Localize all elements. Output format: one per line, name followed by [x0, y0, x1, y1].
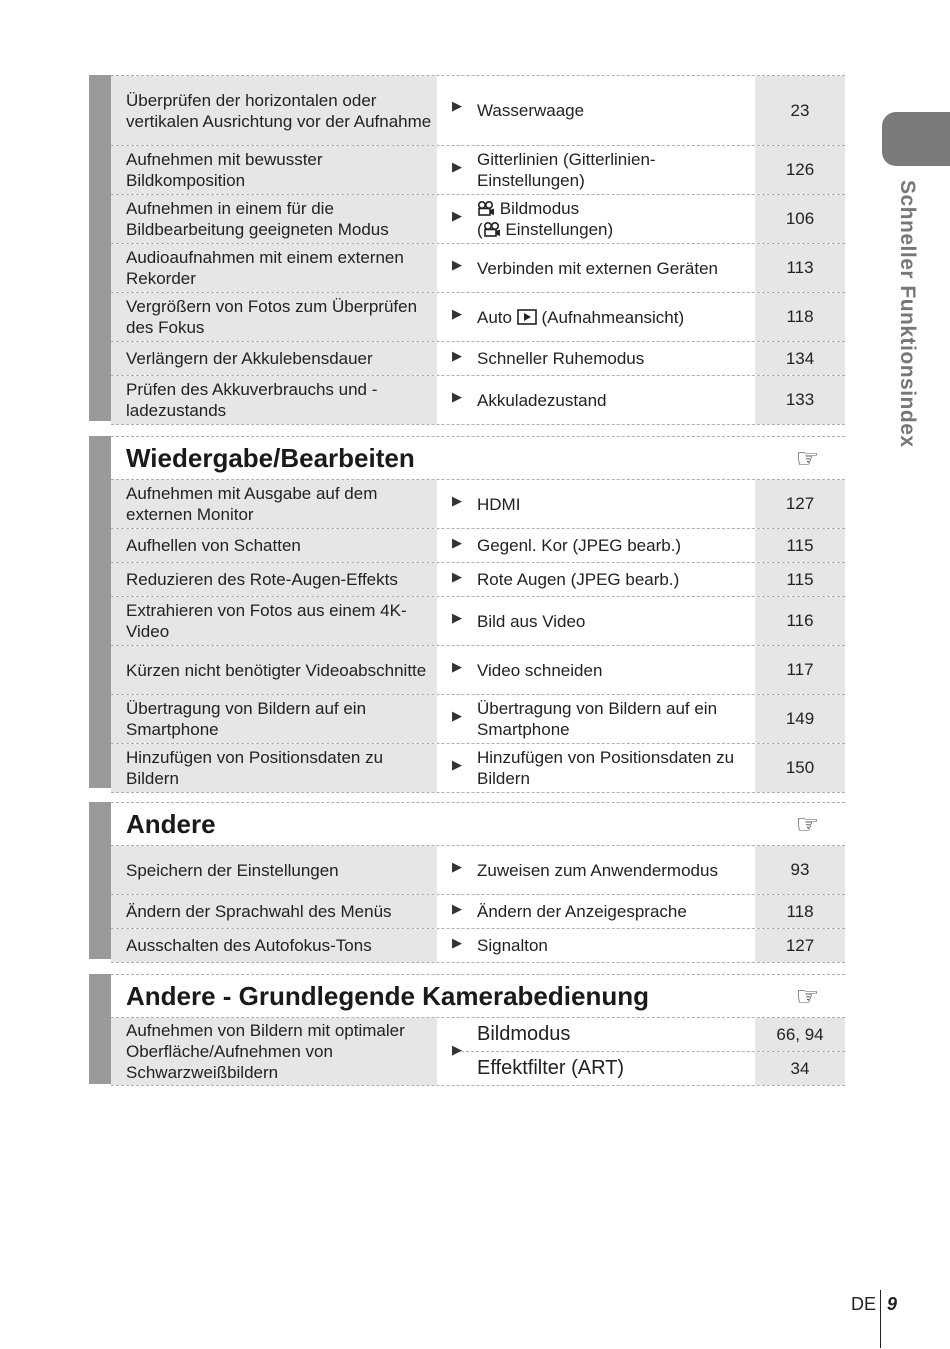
function-cell: Bild aus Video — [477, 611, 586, 631]
arrow-icon: ▶ — [452, 257, 462, 272]
table-row — [111, 341, 845, 375]
function-cell: Hinzufügen von Positionsdaten zu Bildern — [477, 748, 735, 788]
section-title: Andere - Grundlegende Kamerabedienung — [126, 980, 649, 1011]
table-row — [111, 243, 845, 292]
table-row — [111, 743, 845, 793]
arrow-icon: ▶ — [452, 159, 462, 174]
function-cell: Gitterlinien (Gitterlinien-Einstellungen) — [477, 150, 656, 190]
section-bar — [89, 802, 111, 959]
page-cell: 23 — [755, 76, 845, 145]
function-cell: Akkuladezustand — [477, 390, 607, 410]
function-cell: Wasserwaage — [477, 101, 585, 120]
arrow-icon: ▶ — [452, 348, 462, 363]
section-playback-editing — [89, 436, 845, 788]
playback-icon — [517, 309, 537, 325]
movie-icon — [477, 201, 495, 216]
arrow-icon: ▶ — [452, 708, 462, 723]
table-row — [111, 145, 845, 194]
task-cell: Audioaufnahmen mit einem externen Rekorder — [111, 244, 437, 292]
arrow-icon: ▶ — [452, 569, 462, 584]
table-row — [111, 194, 845, 243]
function-cell: Signalton — [477, 936, 548, 955]
task-cell: Ändern der Sprachwahl des Menüs — [111, 895, 437, 928]
arrow-icon: ▶ — [452, 901, 462, 916]
task-cell: Prüfen des Akkuverbrauchs und -ladezustands — [111, 376, 437, 424]
task-cell: Hinzufügen von Positionsdaten zu Bildern — [111, 744, 437, 792]
function-cell: Bildmodus — [477, 1023, 571, 1045]
function-group — [461, 1018, 845, 1085]
page-cell: 133 — [755, 376, 845, 424]
function-text: ( — [477, 220, 483, 239]
function-text: Bildmodus — [499, 199, 580, 218]
table-row — [111, 928, 845, 963]
task-cell: Vergrößern von Fotos zum Überprüfen des Fokus — [111, 293, 437, 341]
table-row — [111, 694, 845, 743]
function-cell: Zuweisen zum Anwendermodus — [477, 860, 718, 880]
page-cell: 117 — [755, 646, 845, 694]
task-cell: Aufnehmen in einem für die Bildbearbeitung geeigneten Modus — [111, 195, 437, 243]
page-cell: 118 — [755, 895, 845, 928]
arrow-icon: ▶ — [452, 757, 462, 772]
section-other — [89, 802, 845, 959]
task-cell: Aufnehmen mit Ausgabe auf dem externen Monitor — [111, 480, 437, 528]
task-cell: Aufhellen von Schatten — [111, 529, 437, 562]
page-ref-icon: ☞ — [795, 980, 819, 1011]
page-cell: 134 — [755, 342, 845, 375]
function-cell — [461, 307, 739, 328]
function-cell: Gegenl. Kor (JPEG bearb.) — [477, 536, 682, 555]
page-cell: 126 — [755, 146, 845, 194]
table-row — [111, 562, 845, 596]
task-cell: Übertragung von Bildern auf ein Smartphone — [111, 695, 437, 743]
page-ref-icon: ☞ — [795, 808, 819, 839]
function-cell — [461, 198, 739, 240]
section-bar — [89, 974, 111, 1084]
arrow-icon: ▶ — [452, 659, 462, 674]
page-cell: 93 — [755, 846, 845, 894]
page-number: 9 — [887, 1294, 898, 1314]
section-basic-camera — [89, 974, 845, 1084]
arrow-icon: ▶ — [452, 935, 462, 950]
page-cell: 115 — [755, 529, 845, 562]
arrow-icon: ▶ — [452, 610, 462, 625]
table-row — [111, 75, 845, 145]
task-cell: Extrahieren von Fotos aus einem 4K-Video — [111, 597, 437, 645]
table-row — [111, 645, 845, 694]
task-cell: Speichern der Einstellungen — [111, 846, 437, 894]
task-cell: Reduzieren des Rote-Augen-Effekts — [111, 563, 437, 596]
page-cell: 116 — [755, 597, 845, 645]
table-row — [111, 894, 845, 928]
chapter-label: Schneller Funktionsindex — [896, 180, 919, 448]
arrow-icon: ▶ — [452, 98, 462, 113]
function-cell: Schneller Ruhemodus — [477, 349, 645, 368]
section-bar — [89, 436, 111, 788]
task-cell: Ausschalten des Autofokus-Tons — [111, 929, 437, 962]
table-row — [111, 596, 845, 645]
page-cell: 118 — [755, 293, 845, 341]
page-cell: 66, 94 — [755, 1018, 845, 1051]
table-row — [111, 479, 845, 528]
arrow-icon: ▶ — [452, 535, 462, 550]
arrow-icon: ▶ — [452, 493, 462, 508]
table-row — [111, 845, 845, 894]
page-cell: 149 — [755, 695, 845, 743]
section-header — [111, 802, 845, 845]
page-cell: 113 — [755, 244, 845, 292]
task-cell: Verlängern der Akkulebensdauer — [111, 342, 437, 375]
page-cell: 127 — [755, 929, 845, 962]
table-row — [111, 1017, 845, 1086]
arrow-icon: ▶ — [452, 306, 462, 321]
function-cell: Effektfilter (ART) — [477, 1057, 625, 1079]
function-cell: Video schneiden — [477, 660, 603, 680]
section-header — [111, 436, 845, 479]
page-cell: 106 — [755, 195, 845, 243]
function-text: Einstellungen) — [505, 220, 614, 239]
page-cell: 115 — [755, 563, 845, 596]
footer-divider — [880, 1290, 881, 1348]
function-cell: Ändern der Anzeigesprache — [477, 902, 687, 921]
page-cell: 127 — [755, 480, 845, 528]
task-cell: Kürzen nicht benötigter Videoabschnitte — [111, 646, 437, 694]
page-cell: 150 — [755, 744, 845, 792]
function-cell: HDMI — [477, 494, 521, 514]
function-cell: Verbinden mit externen Geräten — [477, 258, 718, 278]
arrow-icon: ▶ — [452, 859, 462, 874]
task-cell: Überprüfen der horizontalen oder vertikalen Ausrichtung vor der Aufnahme — [111, 76, 437, 145]
language-code: DE — [851, 1294, 877, 1314]
arrow-icon: ▶ — [452, 389, 462, 404]
function-cell: Rote Augen (JPEG bearb.) — [477, 570, 680, 589]
function-subrow — [461, 1018, 845, 1052]
section-title: Wiedergabe/Bearbeiten — [126, 442, 415, 473]
page-cell: 34 — [755, 1052, 845, 1085]
section-title: Andere — [126, 808, 216, 839]
movie-icon — [483, 222, 501, 237]
function-cell: Übertragung von Bildern auf ein Smartphone — [477, 699, 718, 739]
function-text: (Aufnahmeansicht) — [541, 307, 685, 327]
task-cell: Aufnehmen von Bildern mit optimaler Oberfläche/Aufnehmen von Schwarzweißbildern — [111, 1018, 437, 1085]
chapter-tab — [882, 112, 950, 166]
section-shooting — [89, 75, 845, 421]
function-text: Auto — [477, 307, 512, 327]
arrow-icon: ▶ — [452, 1042, 462, 1057]
function-subrow — [461, 1052, 845, 1085]
task-cell: Aufnehmen mit bewusster Bildkomposition — [111, 146, 437, 194]
table-row — [111, 375, 845, 425]
table-row — [111, 292, 845, 341]
section-header — [111, 974, 845, 1017]
arrow-icon: ▶ — [452, 208, 462, 223]
section-bar — [89, 75, 111, 421]
page-ref-icon: ☞ — [795, 442, 819, 473]
table-row — [111, 528, 845, 562]
